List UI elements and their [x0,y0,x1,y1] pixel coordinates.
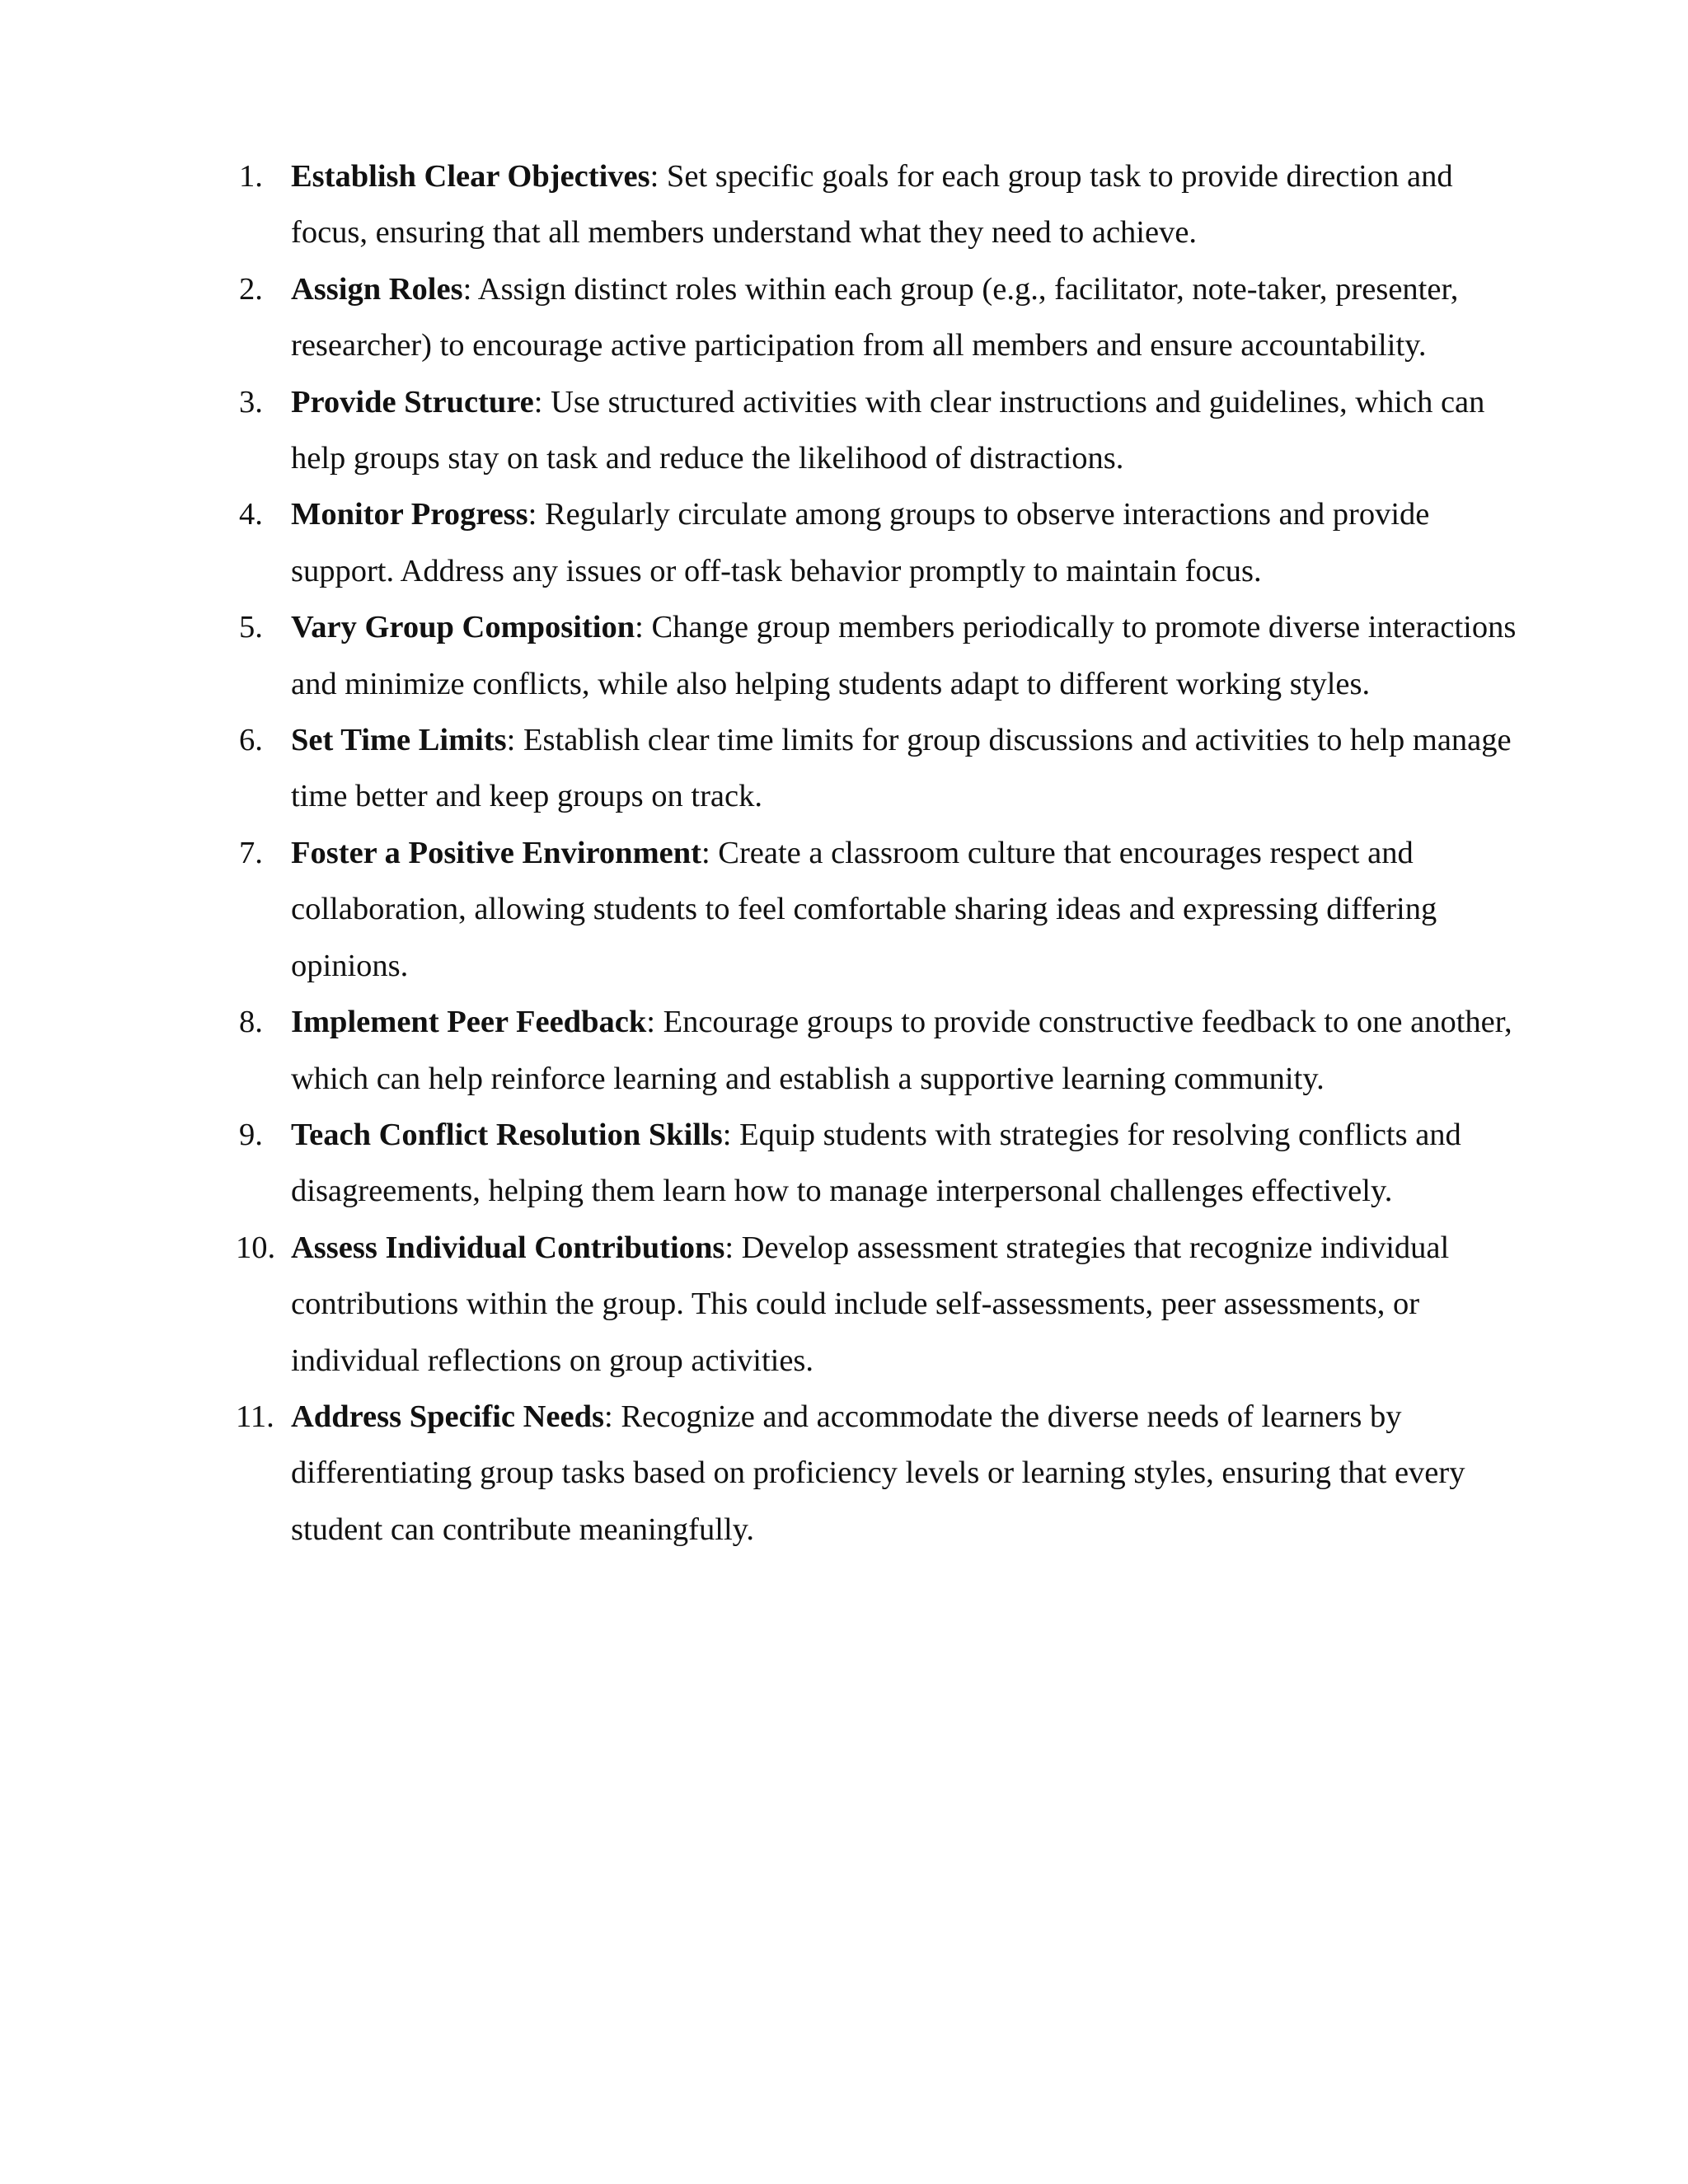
list-item [239,994,1525,1107]
item-number: 9. [239,1117,263,1152]
item-number: 7. [239,835,263,870]
list-item [239,374,1525,487]
item-term: Set Time Limits [291,723,507,758]
item-term: Assign Roles [291,271,463,307]
item-number: 4. [239,497,263,532]
item-term: Implement Peer Feedback [291,1005,647,1040]
item-text: : Set specific goals for each group task to provide direction and focus, ensuring that all members understand what they need to achieve. [291,159,1453,251]
item-body [291,1389,1525,1558]
item-body [291,994,1525,1107]
item-text: : Develop assessment strategies that recognize individual contributions within the group. This could include self-assessments, peer assessments, or individual reflections on group activities. [291,1230,1450,1378]
item-body [291,261,1525,374]
item-number: 3. [239,384,263,419]
item-term: Teach Conflict Resolution Skills [291,1117,723,1152]
item-body [291,148,1525,261]
item-text: : Assign distinct roles within each group (e.g., facilitator, note-taker, presenter, researcher) to encourage active participation from all members and ensure accountability. [291,271,1459,363]
item-term: Vary Group Composition [291,610,635,645]
item-term: Establish Clear Objectives [291,159,650,194]
item-term: Monitor Progress [291,497,528,532]
list-item [239,261,1525,374]
item-text: : Regularly circulate among groups to observe interactions and provide support. Address any issues or off-task behavior promptly to maintain focus. [291,497,1430,588]
item-number: 11. [236,1399,274,1434]
item-number: 10. [236,1230,276,1265]
item-term: Provide Structure [291,384,534,419]
item-body [291,712,1525,825]
list-item [239,486,1525,599]
list-item [236,1389,1525,1558]
item-number: 1. [239,159,263,194]
item-term: Assess Individual Contributions [291,1230,725,1265]
list-item [239,712,1525,825]
item-term: Foster a Positive Environment [291,835,701,870]
list-item [236,1220,1525,1389]
item-body [291,825,1525,994]
item-number: 6. [239,723,263,758]
item-text: : Encourage groups to provide constructive feedback to one another, which can help reinforce learning and establish a supportive learning community. [291,1005,1512,1096]
item-body [291,1220,1525,1389]
item-text: : Equip students with strategies for resolving conflicts and disagreements, helping them learn how to manage interpersonal challenges effectively. [291,1117,1461,1209]
list-item [239,825,1525,994]
item-body [291,1107,1525,1220]
item-text: : Use structured activities with clear instructions and guidelines, which can help groups stay on task and reduce the likelihood of distractions. [291,384,1485,476]
list-item [239,1107,1525,1220]
item-text: : Change group members periodically to promote diverse interactions and minimize conflicts, while also helping students adapt to different working styles. [291,610,1517,701]
list-item [239,599,1525,712]
strategy-list [236,148,1525,1558]
item-text: : Establish clear time limits for group discussions and activities to help manage time better and keep groups on track. [291,723,1512,814]
item-term: Address Specific Needs [291,1399,604,1434]
item-body [291,374,1525,487]
item-number: 5. [239,610,263,645]
item-number: 2. [239,271,263,307]
item-body [291,486,1525,599]
list-item [239,148,1525,261]
item-text: : Recognize and accommodate the diverse needs of learners by differentiating group tasks based on proficiency levels or learning styles, ensuring that every student can contribute meaningfully. [291,1399,1465,1547]
item-number: 8. [239,1005,263,1040]
item-body [291,599,1525,712]
item-text: : Create a classroom culture that encourages respect and collaboration, allowing students to feel comfortable sharing ideas and expressing differing opinions. [291,835,1437,983]
